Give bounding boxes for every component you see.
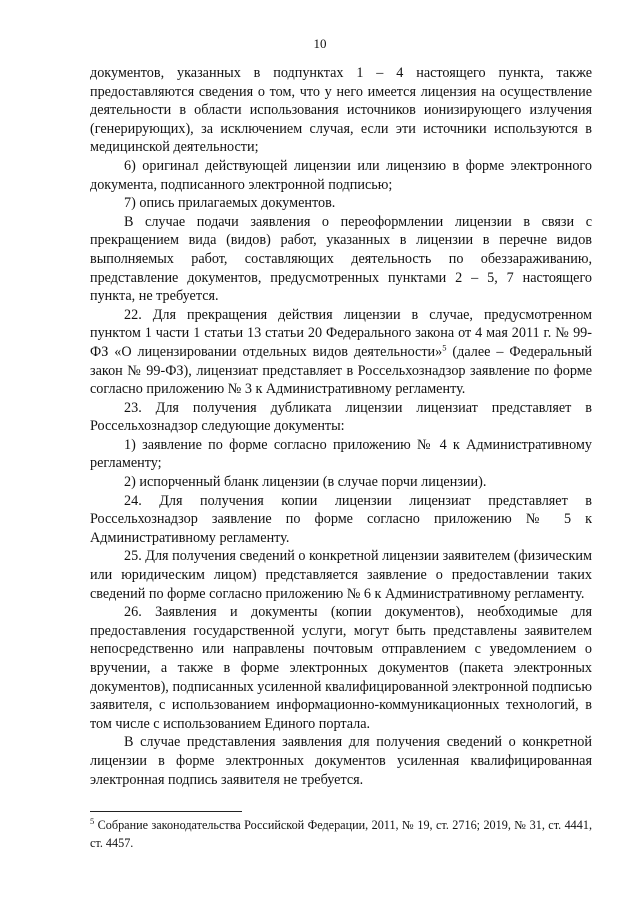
paragraph-26: 26. Заявления и документы (копии документов), необходимые для предоставления государственной услуги, могут быть представлены заявителем непосредственно или направлены почтовым отправлением с уведомлением о вручении, а также в форме электронных документов (пакета электронных документов), подписанных усиленной квалифицированной электронной подписью заявителя, с использованием информационно-коммуникационных технологий, в том числе с использованием Единого портала.: [90, 604, 592, 732]
paragraph-25: 25. Для получения сведений о конкретной лицензии заявителем (физическим или юридическим лицом) представляется заявление о предоставлении таких сведений по форме согласно приложению № 6 к Административному регламенту.: [90, 548, 593, 602]
paragraph-22-text: 22. Для прекращения действия лицензии в случае, предусмотренном пунктом 1 части 1 статьи 13 статьи 20 Федерального закона от 4 мая 2011 г. № 99-ФЗ «О лицензировании отдельных видов деятельности»: [90, 306, 592, 360]
footnote-text: Собрание законодательства Российской Федерации, 2011, № 19, ст. 2716; 2019, № 31, ст. 4441, ст. 4457.: [90, 818, 592, 850]
document-body: [90, 64, 592, 789]
footnote-divider: [90, 811, 242, 812]
footnote: [90, 817, 592, 852]
paragraph-electronic-signature: В случае представления заявления для получения сведений о конкретной лицензии в форме электронных документов усиленная квалифицированная электронная подпись заявителя не требуется.: [90, 734, 592, 788]
list-item-7: 7) опись прилагаемых документов.: [124, 195, 336, 212]
paragraph-continuation: документов, указанных в подпунктах 1 – 4 настоящего пункта, также предоставляются сведения о том, что у него имеется лицензия на осуществление деятельности в области использования источников ионизирующего излучения (генерирующих), за исключением случая, если эти источники используются в медицинской деятельности;: [90, 65, 592, 156]
list-item-2: 2) испорченный бланк лицензии (в случае порчи лицензии).: [124, 474, 487, 491]
paragraph-23: 23. Для получения дубликата лицензии лицензиат представляет в Россельхознадзор следующие документы:: [90, 399, 592, 435]
footnote-marker: 5: [90, 815, 95, 826]
footnote-reference: 5: [442, 342, 447, 353]
paragraph-24: 24. Для получения копии лицензии лицензиат представляет в Россельхознадзор заявление по форме согласно приложению № 5 к Административному регламенту.: [90, 492, 592, 546]
page-number: 10: [313, 36, 327, 51]
paragraph-22-text-end: (далее – Федеральный закон № 99-ФЗ), лицензиат представляет в Россельхознадзор заявление по форме согласно приложению № 3 к Административному регламенту.: [90, 343, 592, 398]
list-item-6: 6) оригинал действующей лицензии или лицензию в форме электронного документа, подписанного электронной подписью;: [90, 157, 592, 193]
paragraph-reissue: В случае подачи заявления о переоформлении лицензии в связи с прекращением вида (видов) работ, указанных в лицензии в перечне видов выполняемых работ, составляющих деятельность по обеззараживанию, представление документов, предусмотренных пунктами 2 – 5, 7 настоящего пункта, не требуется.: [90, 213, 592, 305]
list-item-1: 1) заявление по форме согласно приложению № 4 к Административному регламенту;: [90, 436, 592, 472]
paragraph-22: [90, 306, 592, 399]
